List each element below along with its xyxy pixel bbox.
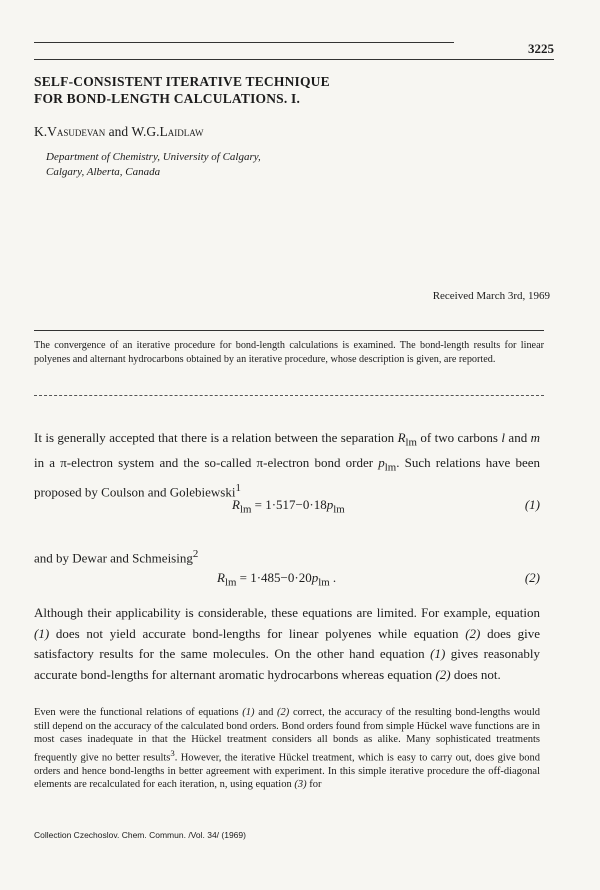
p4-eq-ref-1: (1): [242, 707, 255, 718]
p2-text: and by Dewar and Schmeising: [34, 550, 193, 566]
p3-eq-ref-2: (2): [465, 625, 481, 641]
author-2: W.G.Laidlaw: [131, 124, 204, 139]
eq2-p-sub: lm: [318, 576, 330, 589]
author-conjunction: and: [105, 124, 132, 139]
paragraph-3: [34, 603, 540, 685]
received-date: Received March 3rd, 1969: [432, 290, 550, 302]
var-R: R: [397, 430, 406, 445]
p4-eq-ref-2: (2): [277, 707, 290, 718]
affiliation: [46, 150, 261, 180]
eq2-lhs: R: [217, 570, 225, 585]
journal-footer: Collection Czechoslov. Chem. Commun. /Vol. 34/ (1969): [34, 830, 246, 840]
p4-text-e: for: [306, 779, 322, 791]
p3-eq-ref-1b: (1): [430, 646, 446, 661]
abstract-top-rule: [34, 330, 544, 331]
header-rule-lower: [34, 59, 554, 60]
title-line-2: FOR BOND-LENGTH CALCULATIONS. I.: [34, 91, 301, 106]
var-p-sub: lm: [384, 461, 397, 474]
author-1: K.Vasudevan: [34, 124, 106, 139]
p1-text-e: . Such relations have been proposed by Coulson and Golebiewski: [34, 455, 540, 500]
var-R-sub: lm: [405, 436, 417, 449]
title-line-1: SELF-CONSISTENT ITERATIVE TECHNIQUE: [34, 74, 330, 89]
eq1-lhs: R: [232, 497, 240, 512]
citation-3: 3: [170, 747, 175, 758]
abstract-bottom-rule: [34, 395, 544, 396]
article-title: [34, 73, 494, 107]
citation-1: 1: [235, 482, 241, 495]
equation-1: [232, 497, 345, 516]
p4-eq-ref-3: (3): [294, 779, 307, 791]
eq1-p: p: [326, 497, 334, 512]
affiliation-line-1: Department of Chemistry, University of Calgary,: [46, 151, 261, 163]
author-line: [34, 124, 203, 140]
var-p: p: [378, 455, 385, 471]
p4-text-a: Even were the functional relations of equations: [34, 707, 243, 718]
var-l: l: [501, 430, 506, 445]
eq1-p-sub: lm: [333, 503, 345, 516]
p3-text-c: does give satisfactory results for the same molecules. On the other hand equation: [34, 625, 540, 661]
var-m: m: [530, 430, 540, 445]
affiliation-line-2: Calgary, Alberta, Canada: [46, 166, 161, 178]
citation-2: 2: [192, 548, 199, 560]
paragraph-2: [34, 544, 540, 569]
p3-eq-ref-2b: (2): [435, 666, 451, 682]
p1-text-b: of two carbons: [416, 430, 502, 445]
eq2-p: p: [311, 570, 319, 585]
eq1-lhs-sub: lm: [239, 503, 252, 516]
p1-text-a: It is generally accepted that there is a relation between the separation: [34, 430, 398, 445]
eq1-rhs: = 1·517−0·18: [251, 497, 327, 512]
p1-text-d: in a π-electron system and the so-called π-electron bond order: [34, 455, 379, 471]
paragraph-1: [34, 428, 540, 503]
p4-text-b: and: [254, 707, 278, 718]
equation-2-number: (2): [524, 570, 540, 585]
header-rule: [34, 42, 454, 43]
equation-2: [217, 570, 336, 589]
abstract: The convergence of an iterative procedure for bond-length calculations is examined. The bond-length results for linear polyenes and alternant hydrocarbons obtained by an iterative procedure, whose description is given, are reported.: [34, 340, 544, 365]
page-number: 3225: [528, 41, 554, 56]
p4-text-d: . However, the iterative Hückel treatment, which is easy to carry out, does give bond orders and hence bond-lengths in better agreement with experiment. In this simple iterative procedure the off-diagonal elements are recalculated for each iteration, n, using equation: [34, 752, 540, 791]
p3-text-b: does not yield accurate bond-lengths for linear polyenes while equation: [49, 625, 466, 641]
p3-text-a: Although their applicability is considerable, these equations are limited. For example, equation: [34, 605, 540, 620]
p3-text-e: does not.: [450, 666, 501, 682]
equation-1-number: (1): [524, 497, 540, 512]
p3-text-d: gives reasonably accurate bond-lengths for alternant aromatic hydrocarbons whereas equation: [34, 646, 540, 682]
p3-eq-ref-1: (1): [34, 625, 50, 641]
eq2-end: .: [329, 570, 337, 585]
eq2-lhs-sub: lm: [224, 576, 237, 589]
eq2-rhs: = 1·485−0·20: [236, 570, 312, 585]
p4-text-c: correct, the accuracy of the resulting bond-lengths would still depend on the accuracy of the calculated bond orders. Bond orders found from simple Hückel wave functions are in most cases inadequate in that the Hückel treatment considers all bonds as alike. Many sophisticated treatments frequently give no better results: [34, 707, 540, 764]
p1-text-c: and: [505, 430, 531, 445]
paragraph-4: [34, 706, 540, 792]
